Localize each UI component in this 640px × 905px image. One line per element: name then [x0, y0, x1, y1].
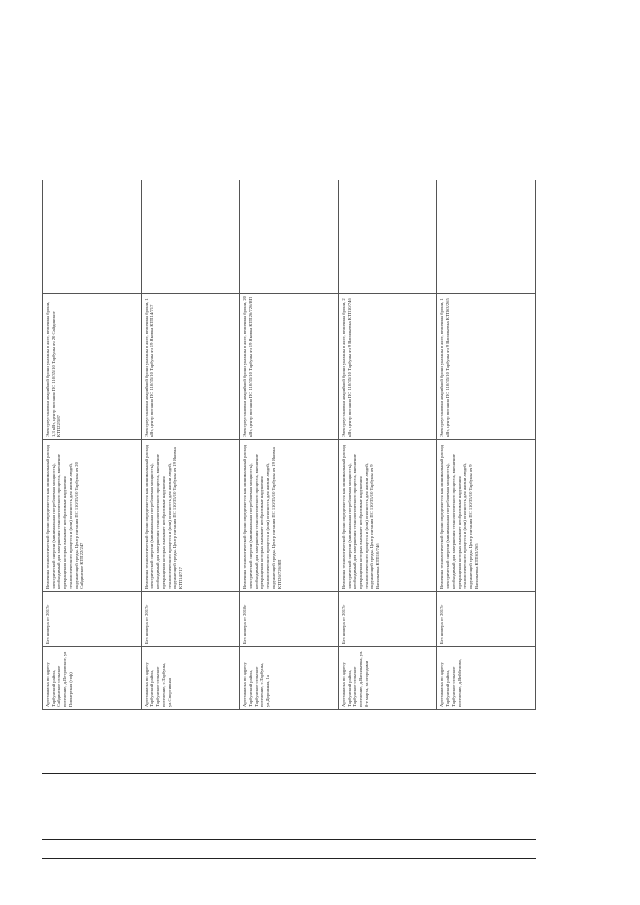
- cell-extra: [43, 180, 142, 294]
- cell-number: Без номера от 2018г: [240, 592, 339, 647]
- cell-emergency-reserve: Электроустановки аварийной брони указаны в акте, величина брони, 1 кВт, центр питания ПС 110/35/10 Тарбуны яч 9 Васильевка КТП63/265: [437, 294, 536, 440]
- cell-tech-reserve: Величина технологической брони определяется как минимальный расход электрической энергии (минимальная потребляемая мощность), необходимый для завершения технологического процесса, внешение прекращения которых вызывает необратимые нарушения технологического процесса и (или) опасность для жизни людей, окружающей среды. Центр питания ПС 110/35/10 Тарбуны яч 9 Васильевка КТП63/265: [437, 440, 536, 592]
- table-row: [338, 180, 437, 710]
- cell-tech-reserve: Величина технологической брони определяется как минимальный расход электрической энергии (минимальная потребляемая мощность), необходимый для завершения технологического процесса, внешение прекращения которых вызывает необратимые нарушения технологического процесса и (или) опасность для жизни людей, окружающей среды. Центр питания ПС 110/35/10 Тарбуны яч 9 Васильевка КТП10/74б: [338, 440, 437, 592]
- cell-tech-reserve: Величина технологической брони определяется как минимальный расход электрической энергии (минимальная потребляемая мощность), необходимый для завершения технологического процесса, внешение прекращения которых вызывает необратимые нарушения технологического процесса и (или) опасность для жизни людей, окружающей среды. Центр питания ПС 110/35/10 Тарбуны яч 19 Яковка КТП26/726/ЯП: [240, 440, 339, 592]
- cell-tech-reserve: Величина технологической брони определяется как минимальный расход электрической энергии (минимальная потребляемая мощность), необходимый для завершения технологического процесса, внешение прекращения которых вызывает необратимые нарушения технологического процесса и (или) опасность для жизни людей, окружающей среды. Центр питания ПС 110/35/10 Тарбуны яч 20 Сайдинское КТП22/247: [43, 440, 142, 592]
- cell-extra: [141, 180, 240, 294]
- table-row: [141, 180, 240, 710]
- cell-address: Артезианска по адресу Тарбунский район, Тарбунское сельское поселение, с.Тарбуны, ул.Спортивная: [141, 647, 240, 710]
- reservation-table: [42, 180, 536, 710]
- cell-tech-reserve: Величина технологической брони определяется как минимальный расход электрической энергии (минимальная потребляемая мощность), необходимый для завершения технологического процесса, внешение прекращения которых вызывает необратимые нарушения технологического процесса и (или) опасность для жизни людей, окружающей среды. Центр питания ПС 110/35/10 Тарбуны яч 19 Яковка КТП14/717: [141, 440, 240, 592]
- cell-number: Без номера от 2017г: [437, 592, 536, 647]
- cell-extra: [437, 180, 536, 294]
- rotated-table-region: [42, 180, 536, 710]
- cell-emergency-reserve: Электроустановки аварийной брони указаны в акте, величина брони, 1,3 кВт, центр питания ПС 110/35/10 Тарбуны яч 20 Сайдинское КТП22/587: [43, 294, 142, 440]
- separator-line: [42, 839, 536, 840]
- cell-address: Артезианска по адресу Тарбунский район, Тарбунское сельское поселение, д.Васильевка, ул. 8-е марта, за огородами: [338, 647, 437, 710]
- table-row: [437, 180, 536, 710]
- cell-emergency-reserve: Электроустановки аварийной брони указаны в акте, величина брони, 2 кВт, центр питания ПС 110/35/10 Тарбуны яч 9 Васильевка КТП10/74б: [338, 294, 437, 440]
- cell-address: Артезианска по адресу Тарбунский район, Сайдинское сельское поселение, д.Петровское, ул Пионерская (тоф): [43, 647, 142, 710]
- cell-extra: [338, 180, 437, 294]
- cell-number: Без номера от 2017г: [141, 592, 240, 647]
- rotated-page: [42, 180, 536, 710]
- cell-number: Без номера от 2017г: [43, 592, 142, 647]
- cell-emergency-reserve: Электроустановки аварийной брони указаны в акте, величина брони, 20 кВт, центр питания ПС 110/35/10 Тарбуны яч 19 Яковка КТП26/726/ЯП: [240, 294, 339, 440]
- cell-emergency-reserve: Электроустановки аварийной брони указаны в акте, величина брони, 1 кВт, центр питания ПС 110/35/10 Тарбуны яч 19 Яковка КТП14/717: [141, 294, 240, 440]
- separator-line: [42, 858, 536, 859]
- table-row: [43, 180, 142, 710]
- cell-number: Без номера от 2017г: [338, 592, 437, 647]
- table-row: [240, 180, 339, 710]
- cell-extra: [240, 180, 339, 294]
- cell-address: Артезианска по адресу Тарбунский район, Тарбунское сельское поселение, д.Вейбелово,: [437, 647, 536, 710]
- cell-address: Артезианска по адресу Тарбунский район, Тарбунское сельское поселение, с.Тарбуны, ул.Дорожная, 1а: [240, 647, 339, 710]
- separator-line: [42, 773, 536, 774]
